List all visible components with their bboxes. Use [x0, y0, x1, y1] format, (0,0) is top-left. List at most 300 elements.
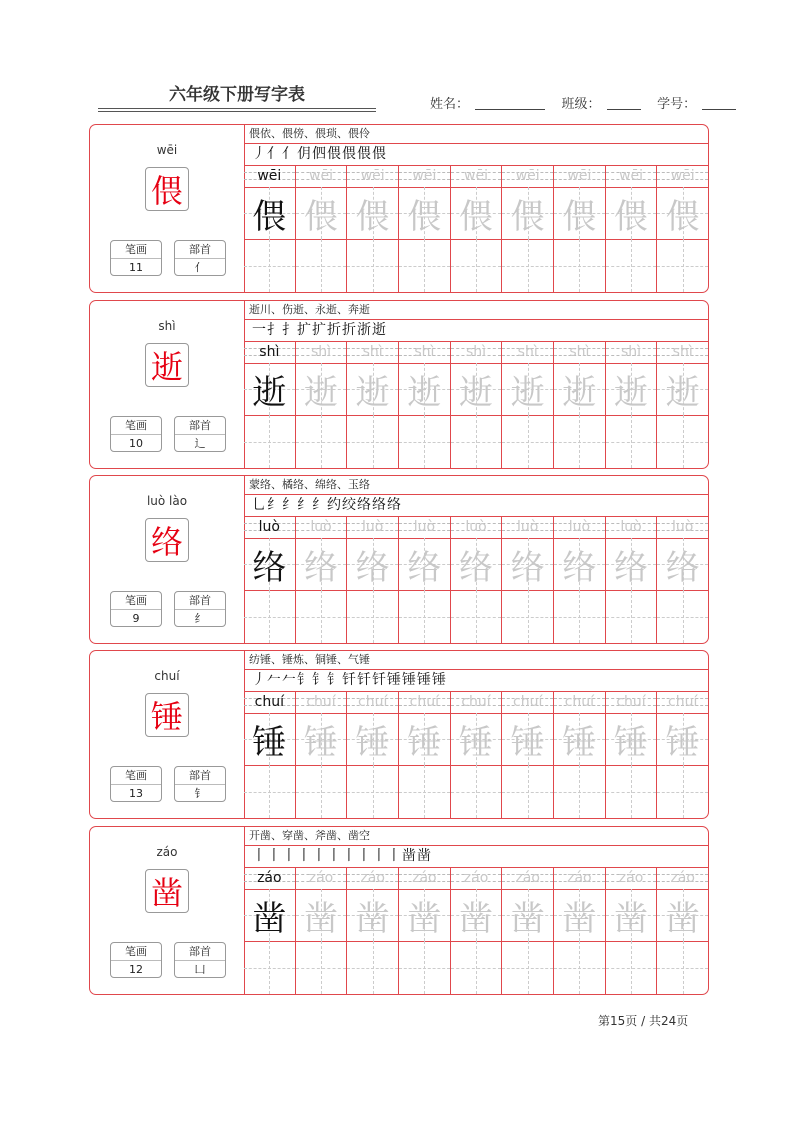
stroke-order: 一扌扌扩扩折折浙逝 [244, 319, 708, 342]
practice-cell[interactable] [657, 867, 708, 994]
pinyin-guide [657, 691, 708, 714]
pinyin-guide [606, 867, 657, 890]
blank-tian-grid [657, 415, 708, 468]
page-title: 六年级下册写字表 [169, 85, 305, 105]
stroke-count-box [110, 240, 162, 276]
char-trace: 偎 [407, 196, 442, 237]
tian-grid [399, 713, 450, 766]
pinyin-trace: luò [672, 519, 694, 535]
blank-tian-grid [244, 415, 295, 468]
radical-value: 凵 [194, 963, 206, 976]
char-trace: 络 [614, 547, 649, 588]
practice-cell[interactable] [451, 691, 503, 818]
tian-grid [244, 713, 295, 766]
practice-cell[interactable] [296, 165, 348, 292]
example-words: 偎依、偎傍、偎琐、偎伶 [244, 125, 708, 144]
stroke-count-label: 笔画 [111, 767, 161, 785]
character-card [89, 124, 709, 293]
pinyin-trace: luò [517, 519, 539, 535]
practice-cell[interactable] [451, 516, 503, 643]
pinyin-guide [657, 341, 708, 364]
pinyin-trace: wēi [567, 168, 592, 184]
tian-grid [451, 713, 502, 766]
pinyin-trace: luò [362, 519, 384, 535]
practice-cell[interactable] [502, 516, 554, 643]
tian-grid [502, 889, 553, 942]
stroke-count-value: 11 [129, 261, 143, 274]
stroke-count-label: 笔画 [111, 943, 161, 961]
radical-label: 部首 [175, 592, 225, 610]
pinyin-guide [296, 691, 347, 714]
tian-grid [502, 713, 553, 766]
pinyin-guide [502, 165, 553, 188]
tian-grid [554, 538, 605, 591]
char-model: 锤 [252, 722, 287, 763]
practice-cell[interactable] [296, 516, 348, 643]
radical-box [174, 942, 226, 978]
pinyin-guide [606, 341, 657, 364]
char-model: 偎 [252, 196, 287, 237]
pinyin-guide [606, 165, 657, 188]
practice-grid [244, 516, 708, 643]
tian-grid [399, 889, 450, 942]
pinyin-trace: záo [308, 870, 334, 886]
char-display: 偎 [145, 167, 189, 211]
blank-tian-grid [399, 765, 450, 818]
practice-grid [244, 165, 708, 292]
pinyin-trace: chuí [358, 694, 388, 710]
char-trace: 凿 [510, 898, 545, 939]
char-display: 锤 [145, 693, 189, 737]
tian-grid [347, 713, 398, 766]
pinyin-trace: luò [568, 519, 591, 535]
tian-grid [399, 187, 450, 240]
practice-cell[interactable] [296, 867, 348, 994]
pinyin-guide [554, 691, 605, 714]
pinyin-guide [451, 516, 502, 539]
radical-value: 纟 [194, 612, 206, 625]
char-pinyin: luò lào [146, 494, 188, 508]
blank-tian-grid [244, 765, 295, 818]
pinyin-guide [347, 867, 398, 890]
blank-tian-grid [657, 239, 708, 292]
stroke-count-value: 9 [132, 612, 140, 625]
char-info-panel [90, 476, 245, 643]
tian-grid [657, 713, 708, 766]
pinyin-trace: chuí [409, 694, 440, 710]
char-trace: 络 [665, 547, 700, 588]
tian-grid [451, 187, 502, 240]
blank-tian-grid [657, 590, 708, 643]
blank-tian-grid [347, 765, 398, 818]
blank-tian-grid [347, 415, 398, 468]
char-trace: 凿 [304, 898, 338, 939]
practice-cell[interactable] [347, 691, 399, 818]
practice-cell[interactable] [347, 341, 399, 468]
tian-grid [244, 363, 295, 416]
pinyin-guide [244, 165, 295, 188]
char-info-panel [90, 651, 245, 818]
blank-tian-grid [606, 415, 657, 468]
pinyin-trace: shì [621, 344, 642, 360]
char-trace: 凿 [614, 898, 649, 939]
pinyin-trace: záo [463, 870, 489, 886]
blank-tian-grid [502, 239, 553, 292]
blank-tian-grid [554, 765, 605, 818]
pinyin-guide [399, 867, 450, 890]
stroke-count-label: 笔画 [111, 592, 161, 610]
practice-cell[interactable] [451, 867, 503, 994]
pinyin-trace: luò [620, 519, 642, 535]
practice-cell[interactable] [554, 691, 606, 818]
practice-cell[interactable] [244, 867, 296, 994]
pinyin-trace: záo [567, 870, 592, 886]
blank-tian-grid [657, 941, 708, 994]
pinyin-trace: záo [360, 870, 385, 886]
blank-tian-grid [399, 239, 450, 292]
example-words: 纺锤、锤炼、铜锤、气锤 [244, 651, 708, 670]
pinyin-trace: chuí [668, 694, 698, 710]
practice-cell[interactable] [606, 516, 658, 643]
pinyin-trace: wēi [619, 168, 644, 184]
pinyin-trace: chuí [306, 694, 336, 710]
practice-cell[interactable] [347, 516, 399, 643]
stroke-count-value: 10 [129, 437, 143, 450]
practice-cell[interactable] [554, 341, 606, 468]
pinyin-guide [296, 341, 347, 364]
tian-grid [502, 538, 553, 591]
tian-grid [296, 538, 347, 591]
tian-grid [296, 187, 347, 240]
pinyin-guide [502, 691, 553, 714]
char-trace: 锤 [562, 722, 597, 763]
pinyin-trace: záo [618, 870, 644, 886]
practice-cell[interactable] [606, 867, 658, 994]
pinyin-model: shì [259, 344, 280, 360]
pinyin-guide [399, 516, 450, 539]
tian-grid [399, 363, 450, 416]
blank-tian-grid [244, 239, 295, 292]
pinyin-trace: shì [362, 344, 383, 360]
char-model: 凿 [252, 898, 287, 939]
pinyin-trace: záo [412, 870, 437, 886]
char-pinyin: shì [158, 319, 176, 333]
blank-tian-grid [451, 765, 502, 818]
pinyin-guide [451, 867, 502, 890]
char-display: 逝 [145, 343, 189, 387]
char-trace: 逝 [562, 372, 597, 413]
char-trace: 偎 [614, 196, 649, 237]
blank-tian-grid [502, 415, 553, 468]
name-label: 姓名： [430, 97, 470, 112]
practice-cell[interactable] [399, 165, 451, 292]
pinyin-trace: shì [517, 344, 538, 360]
radical-value: 亻 [194, 261, 206, 274]
title-block [98, 84, 376, 112]
student-info [430, 93, 736, 112]
radical-box [174, 240, 226, 276]
char-trace: 逝 [355, 372, 390, 413]
practice-cell[interactable] [399, 516, 451, 643]
practice-cell[interactable] [399, 691, 451, 818]
practice-cell[interactable] [657, 516, 708, 643]
char-trace: 凿 [355, 898, 390, 939]
character-card [89, 650, 709, 819]
page-number: 第15页 / 共24页 [598, 1014, 689, 1028]
tian-grid [451, 889, 502, 942]
tian-grid [502, 363, 553, 416]
tian-grid [606, 187, 657, 240]
radical-value: 辶 [194, 437, 206, 450]
tian-grid [244, 889, 295, 942]
char-trace: 逝 [614, 372, 649, 413]
practice-cell[interactable] [244, 691, 296, 818]
practice-cell[interactable] [244, 516, 296, 643]
practice-cell[interactable] [451, 165, 503, 292]
practice-cell[interactable] [657, 691, 708, 818]
practice-panel [244, 125, 708, 292]
char-model: 逝 [252, 372, 287, 413]
stroke-count-box [110, 942, 162, 978]
pinyin-guide [244, 341, 295, 364]
pinyin-guide [606, 516, 657, 539]
tian-grid [347, 538, 398, 591]
char-trace: 锤 [304, 722, 338, 763]
pinyin-guide [347, 691, 398, 714]
radical-label: 部首 [175, 417, 225, 435]
char-trace: 凿 [407, 898, 442, 939]
practice-cell[interactable] [399, 341, 451, 468]
pinyin-trace: shì [310, 344, 332, 360]
tian-grid [657, 187, 708, 240]
practice-cell[interactable] [606, 165, 658, 292]
char-trace: 逝 [665, 372, 700, 413]
practice-cell[interactable] [244, 165, 296, 292]
practice-cell[interactable] [606, 691, 658, 818]
practice-cell[interactable] [296, 691, 348, 818]
radical-value: 钅 [194, 787, 206, 800]
char-info-panel [90, 125, 245, 292]
stroke-order: 丿亻亻仴伵偎偎偎偎 [244, 143, 708, 166]
tian-grid [296, 713, 347, 766]
pinyin-guide [502, 867, 553, 890]
practice-cell[interactable] [502, 691, 554, 818]
blank-tian-grid [554, 590, 605, 643]
char-trace: 锤 [355, 722, 390, 763]
char-trace: 凿 [665, 898, 700, 939]
id-blank[interactable] [702, 97, 736, 110]
pinyin-guide [451, 165, 502, 188]
practice-cell[interactable] [347, 867, 399, 994]
blank-tian-grid [502, 590, 553, 643]
char-pinyin: záo [156, 845, 178, 859]
pinyin-trace: wēi [309, 168, 333, 184]
blank-tian-grid [554, 239, 605, 292]
practice-panel [244, 827, 708, 994]
char-trace: 逝 [304, 372, 338, 413]
practice-panel [244, 301, 708, 468]
pinyin-guide [451, 341, 502, 364]
blank-tian-grid [347, 941, 398, 994]
pinyin-trace: shì [465, 344, 487, 360]
pinyin-guide [244, 691, 295, 714]
blank-tian-grid [606, 239, 657, 292]
blank-tian-grid [606, 941, 657, 994]
pinyin-guide [347, 165, 398, 188]
blank-tian-grid [296, 415, 347, 468]
char-pinyin: wēi [156, 143, 178, 157]
radical-label: 部首 [175, 241, 225, 259]
practice-cell[interactable] [554, 165, 606, 292]
blank-tian-grid [554, 941, 605, 994]
tian-grid [244, 538, 295, 591]
char-trace: 络 [304, 547, 338, 588]
practice-cell[interactable] [399, 867, 451, 994]
pinyin-model: luò [258, 519, 280, 535]
practice-cell[interactable] [244, 341, 296, 468]
title-underline [98, 108, 376, 112]
pinyin-guide [502, 341, 553, 364]
char-trace: 络 [562, 547, 597, 588]
blank-tian-grid [554, 415, 605, 468]
example-words: 逝川、伤逝、永逝、奔逝 [244, 301, 708, 320]
pinyin-guide [554, 867, 605, 890]
char-trace: 偎 [510, 196, 545, 237]
stroke-count-box [110, 416, 162, 452]
character-card [89, 475, 709, 644]
practice-cell[interactable] [657, 341, 708, 468]
pinyin-trace: wēi [515, 168, 540, 184]
stroke-count-box [110, 591, 162, 627]
char-model: 络 [252, 547, 287, 588]
char-trace: 络 [510, 547, 545, 588]
blank-tian-grid [399, 941, 450, 994]
blank-tian-grid [296, 941, 347, 994]
radical-box [174, 766, 226, 802]
char-trace: 络 [355, 547, 390, 588]
tian-grid [502, 187, 553, 240]
pinyin-trace: chuí [513, 694, 543, 710]
blank-tian-grid [296, 590, 347, 643]
practice-cell[interactable] [554, 867, 606, 994]
char-trace: 偎 [562, 196, 597, 237]
stroke-order: 丿𠂉𠂉钅钅钅钎钎钎锤锤锤锤 [244, 669, 708, 692]
blank-tian-grid [502, 941, 553, 994]
practice-grid [244, 341, 708, 468]
pinyin-guide [296, 165, 347, 188]
radical-label: 部首 [175, 943, 225, 961]
tian-grid [606, 538, 657, 591]
blank-tian-grid [296, 239, 347, 292]
blank-tian-grid [347, 239, 398, 292]
pinyin-guide [399, 691, 450, 714]
pinyin-trace: chuí [461, 694, 491, 710]
pinyin-guide [399, 341, 450, 364]
radical-label: 部首 [175, 767, 225, 785]
tian-grid [554, 363, 605, 416]
char-trace: 逝 [459, 372, 494, 413]
stroke-count-value: 12 [129, 963, 143, 976]
char-trace: 偎 [304, 196, 338, 237]
pinyin-guide [244, 516, 295, 539]
blank-tian-grid [244, 941, 295, 994]
pinyin-guide [296, 867, 347, 890]
pinyin-guide [657, 516, 708, 539]
tian-grid [399, 538, 450, 591]
class-blank[interactable] [607, 97, 641, 110]
pinyin-guide [657, 867, 708, 890]
example-words: 蒙络、橘络、绵络、玉络 [244, 476, 708, 495]
tian-grid [347, 187, 398, 240]
id-label: 学号： [657, 97, 697, 112]
char-pinyin: chuí [154, 669, 180, 683]
pinyin-guide [554, 165, 605, 188]
blank-tian-grid [451, 590, 502, 643]
pinyin-guide [347, 341, 398, 364]
tian-grid [554, 713, 605, 766]
blank-tian-grid [451, 239, 502, 292]
practice-panel [244, 651, 708, 818]
blank-tian-grid [606, 590, 657, 643]
stroke-count-box [110, 766, 162, 802]
character-card [89, 300, 709, 469]
char-trace: 络 [459, 547, 494, 588]
class-label: 班级： [561, 97, 601, 112]
pinyin-guide [502, 516, 553, 539]
tian-grid [606, 713, 657, 766]
pinyin-trace: wēi [360, 168, 385, 184]
char-trace: 锤 [665, 722, 700, 763]
practice-cell[interactable] [347, 165, 399, 292]
practice-grid [244, 867, 708, 994]
blank-tian-grid [399, 415, 450, 468]
tian-grid [657, 889, 708, 942]
char-display: 络 [145, 518, 189, 562]
practice-cell[interactable] [502, 341, 554, 468]
practice-cell[interactable] [296, 341, 348, 468]
stroke-count-label: 笔画 [111, 241, 161, 259]
blank-tian-grid [502, 765, 553, 818]
practice-cell[interactable] [502, 165, 554, 292]
pinyin-trace: chuí [564, 694, 595, 710]
practice-grid [244, 691, 708, 818]
name-blank[interactable] [475, 97, 545, 110]
char-trace: 偎 [665, 196, 700, 237]
pinyin-trace: shì [672, 344, 693, 360]
practice-cell[interactable] [502, 867, 554, 994]
practice-cell[interactable] [657, 165, 708, 292]
tian-grid [606, 889, 657, 942]
practice-cell[interactable] [451, 341, 503, 468]
blank-tian-grid [451, 415, 502, 468]
char-info-panel [90, 827, 245, 994]
char-trace: 络 [407, 547, 442, 588]
practice-cell[interactable] [606, 341, 658, 468]
char-trace: 凿 [562, 898, 597, 939]
char-trace: 偎 [459, 196, 494, 237]
char-trace: 凿 [459, 898, 494, 939]
radical-box [174, 591, 226, 627]
pinyin-model: chuí [254, 694, 284, 710]
pinyin-guide [347, 516, 398, 539]
char-trace: 锤 [407, 722, 442, 763]
tian-grid [554, 889, 605, 942]
pinyin-trace: luò [413, 519, 436, 535]
tian-grid [347, 363, 398, 416]
practice-cell[interactable] [554, 516, 606, 643]
pinyin-trace: luò [465, 519, 487, 535]
stroke-order: 乚纟纟纟纟约绞络络络 [244, 494, 708, 517]
